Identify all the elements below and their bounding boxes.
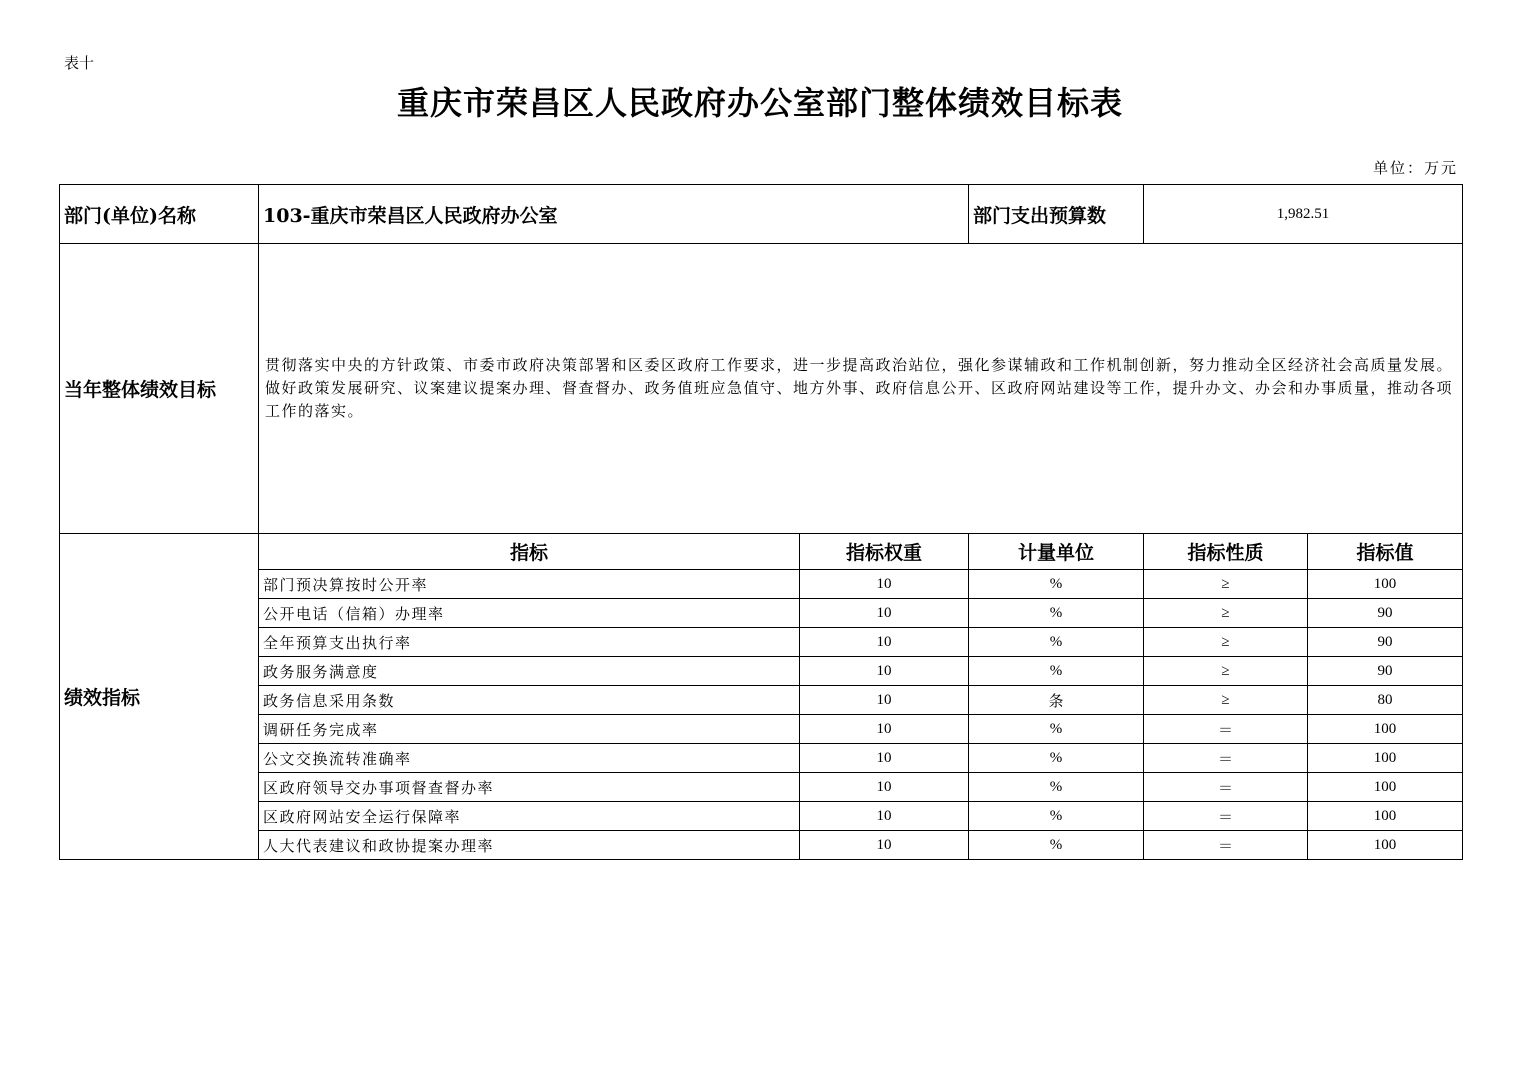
col-header-nature: 指标性质	[1144, 534, 1308, 570]
indicator-weight: 10	[800, 570, 969, 599]
table-row	[60, 686, 1463, 715]
indicator-weight: 10	[800, 657, 969, 686]
indicator-unit: %	[969, 570, 1144, 599]
indicator-weight: 10	[800, 599, 969, 628]
indicator-value: 100	[1308, 773, 1463, 802]
table-row	[60, 599, 1463, 628]
indicator-name: 公开电话（信箱）办理率	[259, 599, 800, 628]
indicator-value: 90	[1308, 599, 1463, 628]
indicator-unit: %	[969, 802, 1144, 831]
indicator-nature: ＝	[1144, 744, 1308, 773]
indicator-name: 人大代表建议和政协提案办理率	[259, 831, 800, 860]
table-row	[60, 570, 1463, 599]
indicator-name: 调研任务完成率	[259, 715, 800, 744]
performance-table	[59, 184, 1463, 860]
indicator-value: 100	[1308, 744, 1463, 773]
goal-text: 贯彻落实中央的方针政策、市委市政府决策部署和区委区政府工作要求，进一步提高政治站位，强化参谋辅政和工作机制创新，努力推动全区经济社会高质量发展。做好政策发展研究、议案建议提案办理、督查督办、政务值班应急值守、地方外事、政府信息公开、区政府网站建设等工作，提升办文、办会和办事质量，推动各项工作的落实。	[259, 244, 1463, 534]
indicator-nature: ≥	[1144, 657, 1308, 686]
dept-name-value: 103-重庆市荣昌区人民政府办公室	[259, 185, 969, 244]
indicator-value: 90	[1308, 628, 1463, 657]
unit-label: 单位：万元	[1372, 159, 1458, 177]
indicator-value: 100	[1308, 831, 1463, 860]
indicator-value: 100	[1308, 802, 1463, 831]
indicator-weight: 10	[800, 773, 969, 802]
indicator-nature: ＝	[1144, 715, 1308, 744]
indicator-weight: 10	[800, 715, 969, 744]
table-number: 表十	[64, 54, 95, 72]
indicator-weight: 10	[800, 802, 969, 831]
table-row	[60, 802, 1463, 831]
indicator-name: 公文交换流转准确率	[259, 744, 800, 773]
table-row	[60, 657, 1463, 686]
indicator-weight: 10	[800, 831, 969, 860]
indicator-unit: %	[969, 744, 1144, 773]
dept-info-row	[60, 185, 1463, 244]
col-header-weight: 指标权重	[800, 534, 969, 570]
table-row	[60, 831, 1463, 860]
indicator-weight: 10	[800, 628, 969, 657]
indicator-nature: ≥	[1144, 599, 1308, 628]
indicator-nature: ≥	[1144, 570, 1308, 599]
indicator-unit: %	[969, 773, 1144, 802]
indicator-name: 区政府领导交办事项督查督办率	[259, 773, 800, 802]
indicator-weight: 10	[800, 686, 969, 715]
table-row	[60, 744, 1463, 773]
indicator-name: 全年预算支出执行率	[259, 628, 800, 657]
table-row	[60, 773, 1463, 802]
indicator-name: 政务服务满意度	[259, 657, 800, 686]
indicator-value: 80	[1308, 686, 1463, 715]
indicator-nature: ＝	[1144, 802, 1308, 831]
indicator-nature: ＝	[1144, 773, 1308, 802]
indicator-unit: %	[969, 657, 1144, 686]
indicator-unit: 条	[969, 686, 1144, 715]
indicator-name: 区政府网站安全运行保障率	[259, 802, 800, 831]
table-row	[60, 715, 1463, 744]
indicators-label: 绩效指标	[60, 534, 259, 860]
document-title: 重庆市荣昌区人民政府办公室部门整体绩效目标表	[396, 84, 1123, 122]
indicator-unit: %	[969, 715, 1144, 744]
col-header-value: 指标值	[1308, 534, 1463, 570]
budget-value: 1,982.51	[1144, 185, 1463, 244]
indicator-unit: %	[969, 599, 1144, 628]
indicator-name: 政务信息采用条数	[259, 686, 800, 715]
indicator-value: 90	[1308, 657, 1463, 686]
col-header-indicator: 指标	[259, 534, 800, 570]
col-header-unit: 计量单位	[969, 534, 1144, 570]
dept-name-label: 部门(单位)名称	[60, 185, 259, 244]
goal-row	[60, 244, 1463, 534]
indicator-name: 部门预决算按时公开率	[259, 570, 800, 599]
indicator-unit: %	[969, 628, 1144, 657]
goal-label: 当年整体绩效目标	[60, 244, 259, 534]
indicator-header-row	[60, 534, 1463, 570]
indicator-value: 100	[1308, 715, 1463, 744]
indicator-nature: ＝	[1144, 831, 1308, 860]
indicator-value: 100	[1308, 570, 1463, 599]
indicator-nature: ≥	[1144, 628, 1308, 657]
table-row	[60, 628, 1463, 657]
budget-label: 部门支出预算数	[969, 185, 1144, 244]
indicator-unit: %	[969, 831, 1144, 860]
indicator-nature: ≥	[1144, 686, 1308, 715]
indicator-weight: 10	[800, 744, 969, 773]
